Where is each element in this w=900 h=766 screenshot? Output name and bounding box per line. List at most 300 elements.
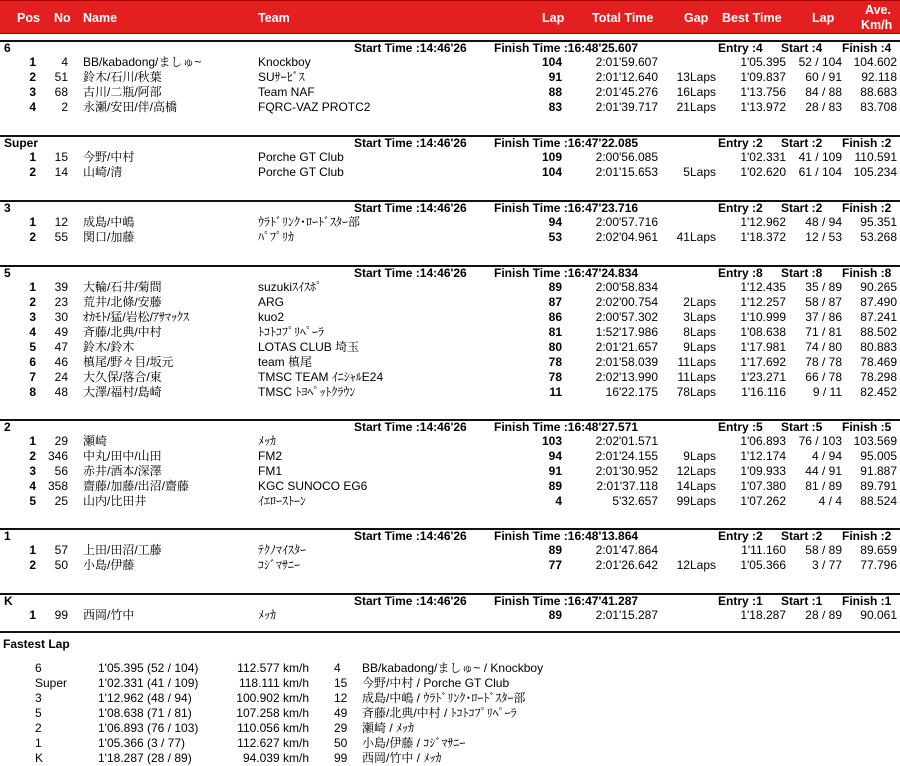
class-start-time: Start Time :14:46'26	[354, 136, 467, 150]
fastest-time: 1'18.287 (28 / 89)	[98, 751, 192, 765]
cell-team: ﾒｯｶ	[258, 434, 277, 448]
cell-best: 1'17.692	[740, 355, 786, 369]
cell-blap: 3 / 77	[811, 558, 842, 572]
cell-lap: 91	[548, 464, 562, 478]
cell-team: Team NAF	[258, 85, 315, 99]
cell-total: 5'32.657	[612, 494, 658, 508]
cell-team: ﾒｯｶ	[258, 608, 277, 622]
cell-total: 2:01'21.657	[595, 340, 658, 354]
class-entry-count: Entry :2	[718, 201, 763, 215]
cell-pos: 2	[29, 230, 36, 244]
cell-team: FM2	[258, 449, 282, 463]
class-start-time: Start Time :14:46'26	[354, 529, 467, 543]
class-name: Super	[4, 136, 39, 150]
cell-gap: 13Laps	[676, 70, 716, 84]
fastest-time: 1'05.366 (3 / 77)	[98, 736, 186, 750]
cell-no: 50	[54, 558, 68, 572]
cell-blap: 71 / 81	[805, 325, 842, 339]
cell-team: ﾊﾟﾌﾟﾘｶ	[258, 230, 295, 244]
cell-ave: 92.118	[861, 70, 897, 84]
cell-name: 上田/田沼/工藤	[83, 543, 162, 557]
header-best-lap: Lap	[812, 11, 835, 25]
result-row	[0, 385, 900, 400]
cell-ave: 88.524	[860, 494, 897, 508]
header-no: No	[54, 11, 71, 25]
cell-blap: 60 / 91	[805, 70, 842, 84]
cell-lap: 80	[548, 340, 562, 354]
class-finish-count: Finish :8	[842, 266, 892, 280]
result-row	[0, 479, 900, 494]
class-header-row	[0, 528, 900, 543]
result-row	[0, 85, 900, 100]
header-gap: Gap	[684, 11, 709, 25]
cell-total: 2:01'15.653	[595, 165, 658, 179]
cell-pos: 5	[29, 494, 36, 508]
result-row	[0, 230, 900, 245]
fastest-time: 1'05.395 (52 / 104)	[98, 661, 199, 675]
fastest-time: 1'06.893 (76 / 103)	[98, 721, 199, 735]
cell-name: 鈴木/石川/秋葉	[83, 70, 162, 84]
cell-pos: 4	[29, 479, 36, 493]
class-finish-time: Finish Time :16:48'27.571	[494, 420, 639, 434]
cell-team: ｺｼﾞﾏｻﾆｰ	[258, 558, 301, 572]
result-row	[0, 370, 900, 385]
class-entry-count: Entry :2	[718, 136, 763, 150]
fastest-speed: 118.111 km/h	[238, 676, 309, 690]
result-row	[0, 325, 900, 340]
fastest-lap-row	[0, 661, 900, 676]
cell-best: 1'12.174	[740, 449, 786, 463]
cell-no: 46	[54, 355, 68, 369]
class-entry-count: Entry :2	[718, 529, 763, 543]
cell-ave: 95.351	[860, 215, 897, 229]
cell-pos: 1	[29, 150, 36, 164]
cell-best: 1'05.366	[740, 558, 786, 572]
cell-gap: 99Laps	[676, 494, 716, 508]
fastest-speed: 100.902 km/h	[236, 691, 309, 705]
cell-blap: 61 / 104	[798, 165, 842, 179]
class-finish-time: Finish Time :16:48'13.864	[494, 529, 639, 543]
class-finish-count: Finish :1	[842, 594, 892, 608]
header-total-time: Total Time	[592, 11, 654, 25]
cell-total: 2:01'30.952	[595, 464, 658, 478]
fastest-lap-title: Fastest Lap	[3, 637, 70, 651]
cell-no: 56	[54, 464, 68, 478]
cell-blap: 35 / 89	[805, 280, 842, 294]
cell-team: kuo2	[258, 310, 285, 324]
cell-lap: 83	[548, 100, 562, 114]
result-row	[0, 434, 900, 449]
class-entry-count: Entry :1	[718, 594, 763, 608]
cell-lap: 104	[541, 55, 562, 69]
cell-total: 2:01'47.864	[595, 543, 658, 557]
class-entry-count: Entry :8	[718, 266, 763, 280]
fastest-lap-row	[0, 736, 900, 751]
fastest-lap-row	[0, 706, 900, 721]
cell-best: 1'13.972	[740, 100, 786, 114]
cell-pos: 1	[29, 55, 36, 69]
cell-best: 1'17.981	[740, 340, 786, 354]
cell-team: ARG	[258, 295, 285, 309]
cell-ave: 103.569	[853, 434, 897, 448]
cell-ave: 105.234	[853, 165, 897, 179]
cell-name: 瀬崎	[83, 434, 108, 448]
class-header-row	[0, 200, 900, 215]
cell-blap: 28 / 89	[805, 608, 842, 622]
cell-best: 1'02.620	[740, 165, 786, 179]
fastest-speed: 107.258 km/h	[236, 706, 309, 720]
cell-best: 1'09.837	[740, 70, 786, 84]
fastest-lap-row	[0, 721, 900, 736]
header-pos: Pos	[17, 11, 40, 25]
cell-blap: 74 / 80	[805, 340, 842, 354]
cell-pos: 3	[29, 85, 36, 99]
cell-no: 30	[54, 310, 68, 324]
fastest-lap-row	[0, 751, 900, 766]
class-start-count: Start :2	[781, 136, 823, 150]
cell-ave: 87.490	[860, 295, 897, 309]
cell-team: TMSC TEAM ｲﾆｼｬﾙE24	[258, 370, 384, 384]
result-row	[0, 543, 900, 558]
cell-team: Porche GT Club	[258, 150, 344, 164]
cell-pos: 2	[29, 295, 36, 309]
cell-ave: 80.883	[860, 340, 897, 354]
cell-gap: 9Laps	[683, 449, 716, 463]
fastest-who: 瀬崎 / ﾒｯｶ	[362, 721, 415, 735]
cell-name: 齋藤/加藤/出沼/齋藤	[83, 479, 190, 493]
cell-team: FQRC-VAZ PROTC2	[258, 100, 371, 114]
cell-lap: 89	[548, 479, 562, 493]
cell-no: 2	[61, 100, 68, 114]
class-start-count: Start :2	[781, 529, 823, 543]
class-finish-count: Finish :2	[842, 136, 892, 150]
cell-team: Porche GT Club	[258, 165, 344, 179]
cell-total: 2:02'13.990	[595, 370, 658, 384]
cell-ave: 90.061	[860, 608, 897, 622]
cell-pos: 1	[29, 280, 36, 294]
cell-no: 23	[54, 295, 68, 309]
cell-no: 4	[61, 55, 68, 69]
cell-name: BB/kabadong/ましゅ~	[83, 55, 202, 69]
cell-pos: 4	[29, 325, 36, 339]
result-row	[0, 150, 900, 165]
cell-ave: 82.452	[860, 385, 897, 399]
cell-lap: 11	[549, 385, 562, 399]
cell-name: 大久保/落合/東	[83, 370, 162, 384]
cell-team: ｲｴﾛｰｽﾄｰﾝ	[258, 494, 307, 508]
cell-no: 49	[54, 325, 68, 339]
cell-best: 1'11.160	[741, 543, 786, 557]
cell-no: 55	[54, 230, 68, 244]
fastest-time: 1'12.962 (48 / 94)	[98, 691, 192, 705]
cell-no: 14	[54, 165, 68, 179]
class-finish-time: Finish Time :16:48'25.607	[494, 41, 639, 55]
cell-best: 1'08.638	[740, 325, 786, 339]
cell-best: 1'02.331	[740, 150, 786, 164]
cell-gap: 14Laps	[676, 479, 716, 493]
cell-blap: 48 / 94	[805, 215, 842, 229]
header-ave-unit: Km/h	[861, 18, 893, 32]
cell-ave: 104.602	[853, 55, 897, 69]
cell-ave: 78.298	[860, 370, 897, 384]
cell-pos: 4	[29, 100, 36, 114]
cell-lap: 109	[541, 150, 562, 164]
cell-lap: 89	[548, 280, 562, 294]
cell-total: 2:01'39.717	[595, 100, 658, 114]
result-row	[0, 494, 900, 509]
cell-team: KGC SUNOCO EG6	[258, 479, 368, 493]
cell-total: 2:00'56.085	[595, 150, 658, 164]
fastest-speed: 94.039 km/h	[242, 751, 309, 765]
class-header-row	[0, 135, 900, 150]
class-name: 1	[4, 529, 11, 543]
class-finish-count: Finish :2	[842, 529, 892, 543]
cell-no: 29	[54, 434, 68, 448]
cell-gap: 21Laps	[676, 100, 716, 114]
cell-blap: 58 / 87	[805, 295, 842, 309]
header-ave-speed: Ave.	[865, 3, 891, 17]
fastest-cls: 2	[35, 721, 42, 735]
cell-name: 荒井/北條/安藤	[83, 295, 162, 309]
cell-best: 1'06.893	[740, 434, 786, 448]
cell-no: 68	[54, 85, 68, 99]
cell-ave: 89.659	[860, 543, 897, 557]
cell-ave: 53.268	[860, 230, 897, 244]
cell-blap: 81 / 89	[805, 479, 842, 493]
cell-total: 2:01'26.642	[595, 558, 658, 572]
cell-blap: 37 / 86	[805, 310, 842, 324]
class-finish-count: Finish :5	[842, 420, 892, 434]
fastest-time: 1'02.331 (41 / 109)	[98, 676, 199, 690]
cell-team: ﾃｸﾉﾏｲｽﾀｰ	[258, 543, 307, 557]
cell-ave: 110.591	[854, 150, 897, 164]
cell-team: suzukiｽｲｽﾎﾟ	[258, 280, 323, 294]
class-name: 2	[4, 420, 11, 434]
cell-pos: 1	[29, 543, 36, 557]
cell-lap: 81	[548, 325, 562, 339]
cell-lap: 78	[548, 370, 562, 384]
cell-no: 51	[54, 70, 68, 84]
fastest-speed: 110.056 km/h	[237, 721, 309, 735]
cell-best: 1'09.933	[740, 464, 786, 478]
cell-team: TMSC ﾄﾖﾍﾟｯﾄｸﾗｳﾝ	[258, 385, 356, 399]
cell-blap: 12 / 53	[805, 230, 842, 244]
cell-ave: 78.469	[860, 355, 897, 369]
cell-lap: 77	[548, 558, 562, 572]
cell-best: 1'12.962	[740, 215, 786, 229]
cell-total: 16'22.175	[605, 385, 658, 399]
class-start-time: Start Time :14:46'26	[354, 594, 467, 608]
cell-ave: 88.683	[860, 85, 897, 99]
cell-lap: 104	[541, 165, 562, 179]
result-row	[0, 165, 900, 180]
class-name: 5	[4, 266, 11, 280]
cell-name: 今野/中村	[83, 150, 135, 164]
cell-ave: 90.265	[860, 280, 897, 294]
cell-total: 1:52'17.986	[595, 325, 658, 339]
cell-blap: 58 / 89	[805, 543, 842, 557]
cell-best: 1'13.756	[740, 85, 786, 99]
cell-blap: 28 / 83	[805, 100, 842, 114]
fastest-cls: Super	[35, 676, 68, 690]
cell-lap: 86	[548, 310, 562, 324]
fastest-cls: K	[35, 751, 44, 765]
cell-best: 1'12.435	[740, 280, 786, 294]
fastest-who: 西岡/竹中 / ﾒｯｶ	[362, 751, 442, 765]
cell-ave: 88.502	[860, 325, 897, 339]
fastest-cls: 5	[35, 706, 42, 720]
cell-pos: 3	[29, 310, 36, 324]
cell-name: 中丸/田中/山田	[83, 449, 162, 463]
fastest-speed: 112.577 km/h	[237, 661, 309, 675]
cell-gap: 12Laps	[676, 558, 716, 572]
fastest-lap-divider	[0, 631, 900, 633]
fastest-no: 29	[334, 721, 348, 735]
cell-pos: 2	[29, 70, 36, 84]
cell-lap: 94	[548, 449, 562, 463]
cell-name: 永瀬/安田/伴/高橋	[83, 100, 178, 114]
cell-gap: 16Laps	[676, 85, 716, 99]
fastest-no: 12	[334, 691, 348, 705]
result-row	[0, 310, 900, 325]
fastest-who: 成島/中嶋 / ｳﾗﾄﾞﾘﾝｸ･ﾛｰﾄﾞｽﾀｰ部	[362, 691, 526, 705]
cell-best: 1'12.257	[740, 295, 786, 309]
cell-name: 大澤/福村/島崎	[83, 385, 162, 399]
cell-blap: 78 / 78	[805, 355, 842, 369]
cell-total: 2:02'04.961	[595, 230, 658, 244]
cell-blap: 9 / 11	[812, 385, 842, 399]
cell-lap: 53	[548, 230, 562, 244]
result-row	[0, 608, 900, 623]
cell-blap: 76 / 103	[798, 434, 842, 448]
cell-team: ﾄｺﾄｺﾌﾟﾘﾍﾟｰﾗ	[258, 325, 325, 339]
cell-lap: 89	[548, 543, 562, 557]
fastest-lap-row	[0, 676, 900, 691]
cell-total: 2:02'00.754	[595, 295, 658, 309]
cell-no: 48	[54, 385, 68, 399]
result-row	[0, 355, 900, 370]
fastest-who: 今野/中村 / Porche GT Club	[362, 676, 510, 690]
class-start-count: Start :8	[781, 266, 823, 280]
header-name: Name	[83, 11, 118, 25]
cell-no: 25	[54, 494, 68, 508]
class-start-time: Start Time :14:46'26	[354, 201, 467, 215]
class-finish-count: Finish :4	[842, 41, 892, 55]
cell-gap: 78Laps	[676, 385, 716, 399]
result-row	[0, 100, 900, 115]
cell-name: 古川/二瓶/阿部	[83, 85, 162, 99]
cell-blap: 66 / 78	[805, 370, 842, 384]
cell-gap: 41Laps	[676, 230, 716, 244]
cell-ave: 83.708	[860, 100, 897, 114]
cell-ave: 87.241	[860, 310, 897, 324]
cell-total: 2:01'58.039	[595, 355, 658, 369]
cell-blap: 52 / 104	[798, 55, 842, 69]
cell-gap: 2Laps	[683, 295, 716, 309]
class-name: K	[4, 594, 13, 608]
cell-lap: 94	[548, 215, 562, 229]
cell-name: 槙尾/野々目/坂元	[83, 355, 174, 369]
result-row	[0, 295, 900, 310]
cell-ave: 95.005	[860, 449, 897, 463]
cell-no: 47	[54, 340, 68, 354]
cell-best: 1'18.287	[740, 608, 786, 622]
cell-gap: 11Laps	[677, 355, 716, 369]
cell-pos: 7	[29, 370, 36, 384]
cell-gap: 5Laps	[683, 165, 716, 179]
cell-no: 12	[54, 215, 68, 229]
cell-best: 1'18.372	[740, 230, 786, 244]
cell-blap: 44 / 91	[805, 464, 842, 478]
cell-name: 鈴木/鈴木	[83, 340, 135, 354]
class-entry-count: Entry :5	[718, 420, 763, 434]
results-header-bar	[0, 0, 900, 34]
fastest-who: BB/kabadong/ましゅ~ / Knockboy	[362, 661, 544, 675]
cell-no: 15	[54, 150, 68, 164]
class-finish-time: Finish Time :16:47'22.085	[494, 136, 639, 150]
class-start-count: Start :2	[781, 201, 823, 215]
fastest-speed: 112.627 km/h	[237, 736, 309, 750]
cell-pos: 6	[29, 355, 36, 369]
cell-lap: 91	[548, 70, 562, 84]
cell-total: 2:01'12.640	[595, 70, 658, 84]
cell-pos: 8	[29, 385, 36, 399]
cell-no: 57	[54, 543, 68, 557]
cell-blap: 84 / 88	[805, 85, 842, 99]
fastest-who: 小島/伊藤 / ｺｼﾞﾏｻﾆｰ	[362, 736, 466, 750]
fastest-no: 49	[334, 706, 348, 720]
cell-no: 39	[54, 280, 68, 294]
cell-lap: 103	[541, 434, 562, 448]
class-header-row	[0, 593, 900, 608]
cell-blap: 4 / 4	[818, 494, 842, 508]
cell-best: 1'16.116	[741, 385, 786, 399]
cell-ave: 91.887	[860, 464, 897, 478]
class-finish-time: Finish Time :16:47'23.716	[494, 201, 639, 215]
cell-lap: 88	[548, 85, 562, 99]
cell-no: 346	[47, 449, 68, 463]
cell-pos: 3	[29, 464, 36, 478]
class-header-row	[0, 40, 900, 55]
cell-no: 99	[54, 608, 68, 622]
cell-best: 1'23.271	[740, 370, 786, 384]
cell-team: FM1	[258, 464, 282, 478]
fastest-no: 4	[334, 661, 341, 675]
cell-best: 1'10.999	[740, 310, 786, 324]
cell-name: 大輪/石井/菊間	[83, 280, 162, 294]
cell-pos: 2	[29, 558, 36, 572]
cell-total: 2:01'24.155	[595, 449, 658, 463]
cell-no: 24	[54, 370, 68, 384]
class-finish-time: Finish Time :16:47'41.287	[494, 594, 639, 608]
cell-team: team 槙尾	[258, 355, 313, 369]
cell-lap: 89	[548, 608, 562, 622]
cell-blap: 41 / 109	[798, 150, 842, 164]
fastest-no: 50	[334, 736, 348, 750]
class-header-row	[0, 265, 900, 280]
cell-name: ｵｶﾓﾄ/猛/岩松/ｱｻﾏｯｸｽ	[83, 310, 190, 324]
class-start-count: Start :4	[781, 41, 823, 55]
cell-name: 西岡/竹中	[83, 608, 135, 622]
fastest-cls: 6	[35, 661, 42, 675]
header-best-time: Best Time	[722, 11, 782, 25]
cell-lap: 4	[555, 494, 562, 508]
cell-gap: 12Laps	[676, 464, 716, 478]
cell-pos: 2	[29, 449, 36, 463]
cell-pos: 1	[29, 434, 36, 448]
class-finish-count: Finish :2	[842, 201, 892, 215]
fastest-who: 斉藤/北典/中村 / ﾄｺﾄｺﾌﾟﾘﾍﾟｰﾗ	[362, 706, 517, 720]
